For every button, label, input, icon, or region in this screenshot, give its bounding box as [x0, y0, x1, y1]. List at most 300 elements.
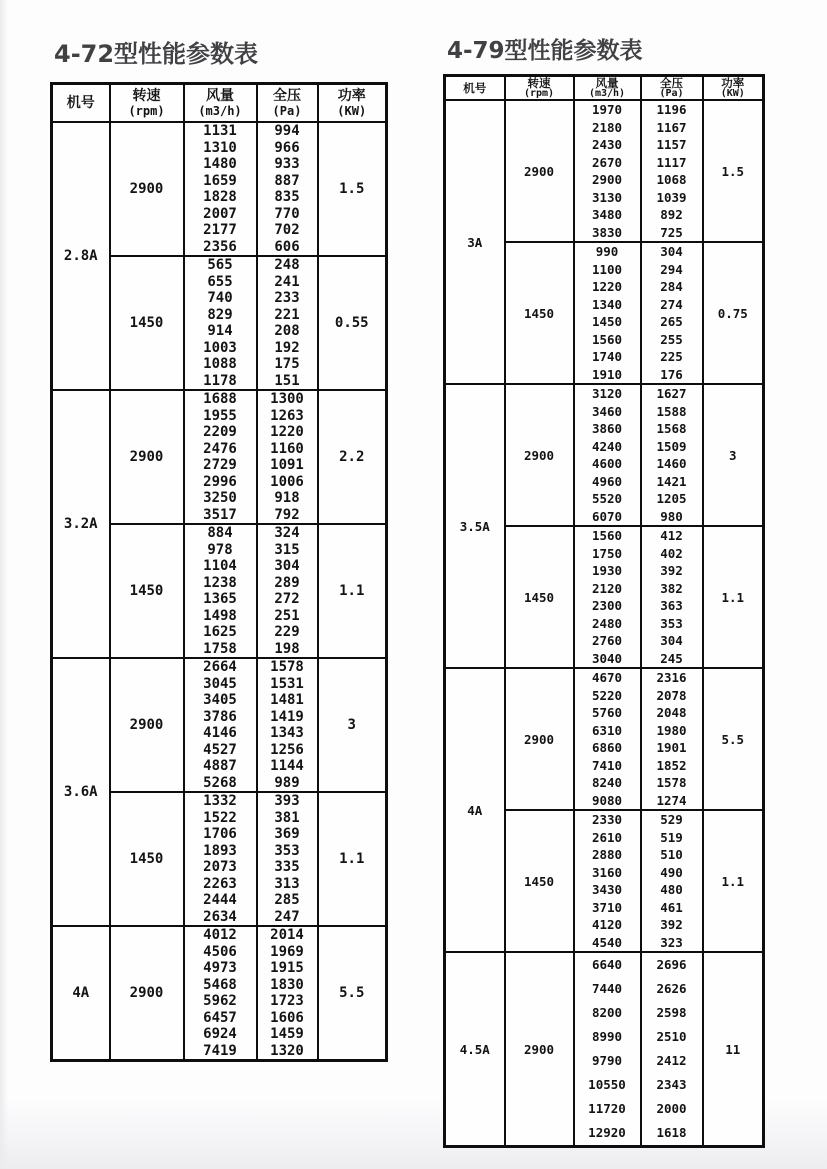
pressure-value: 251	[274, 607, 300, 624]
column-header	[318, 84, 387, 123]
flow-value: 1310	[203, 139, 237, 156]
pressure-value: 2343	[656, 1077, 687, 1092]
flow-value: 978	[207, 541, 233, 558]
power-cell: 1.1	[318, 792, 387, 926]
flow-value: 3786	[203, 708, 237, 725]
pressure-value: 1901	[656, 740, 687, 755]
pressure-value: 176	[660, 366, 683, 382]
flow-value: 1178	[203, 372, 237, 389]
pressure-value: 285	[274, 892, 300, 908]
flow-value: 2177	[203, 222, 237, 238]
pressure-value: 1578	[270, 659, 304, 675]
pressure-value: 304	[274, 558, 300, 574]
rpm-cell: 2900	[505, 952, 574, 1147]
table-header	[52, 84, 387, 123]
flow-value: 1659	[203, 172, 237, 189]
pressure-value: 225	[660, 349, 683, 364]
flow-value: 4960	[591, 473, 623, 489]
pressure-value: 1256	[270, 741, 304, 758]
pressure-value: 1196	[656, 102, 687, 117]
flow-value: 1688	[203, 391, 237, 407]
rpm-cell: 1450	[505, 242, 574, 384]
pressure-value: 241	[274, 273, 300, 290]
model-cell: 2.8A	[52, 122, 110, 390]
flow-value: 3480	[591, 207, 623, 222]
flow-value: 1365	[203, 591, 237, 607]
pressure-value: 792	[274, 506, 300, 523]
flow-value: 1238	[203, 574, 237, 591]
pressure-value: 2626	[656, 981, 687, 996]
performance-table-4-79	[443, 74, 765, 1148]
flow-value: 3860	[591, 421, 623, 436]
column-header	[110, 84, 184, 123]
flow-value: 2356	[203, 238, 237, 255]
pressure-value: 1568	[656, 421, 687, 436]
pressure-value: 1509	[656, 438, 687, 454]
flow-value: 7440	[591, 981, 623, 996]
table-body	[445, 100, 764, 1147]
pressure-value: 461	[660, 899, 683, 915]
flow-value: 6310	[591, 722, 623, 738]
pressure-value: 2510	[656, 1029, 687, 1044]
flow-value: 1220	[591, 279, 623, 294]
pressure-value: 412	[660, 528, 683, 543]
pressure-value: 2412	[656, 1053, 687, 1068]
flow-value: 1340	[591, 296, 623, 312]
power-cell: 3	[318, 658, 387, 792]
flow-value: 1750	[591, 545, 623, 561]
pressure-value: 229	[274, 624, 300, 640]
rpm-cell: 2900	[110, 658, 184, 792]
column-header-label: 全压	[273, 88, 301, 104]
flow-value: 4240	[591, 438, 623, 454]
pressure-value: 208	[274, 323, 300, 339]
speed-block-row	[52, 926, 387, 1061]
flow-value: 2180	[591, 119, 623, 135]
pressure-value: 245	[660, 650, 683, 666]
model-cell: 3.6A	[52, 658, 110, 926]
pressure-value: 702	[274, 222, 300, 238]
pressure-value: 1274	[656, 792, 687, 808]
rpm-cell: 1450	[505, 810, 574, 952]
flow-value: 12920	[588, 1125, 626, 1140]
flow-value: 5760	[591, 705, 623, 720]
pressure-cell	[641, 810, 703, 952]
flow-value: 1828	[203, 189, 237, 205]
flow-value: 829	[207, 306, 233, 323]
flow-value: 1740	[591, 349, 623, 364]
pressure-value: 198	[274, 640, 300, 657]
column-header-unit: (rpm)	[128, 104, 165, 118]
pressure-value: 1723	[270, 993, 304, 1009]
pressure-value: 490	[660, 864, 683, 880]
column-header	[641, 76, 703, 101]
power-cell: 3	[703, 384, 764, 526]
flow-value: 3830	[591, 224, 623, 240]
flow-value: 3040	[591, 650, 623, 666]
pressure-value: 323	[660, 934, 683, 950]
flow-value: 4120	[591, 917, 623, 932]
flow-value: 2480	[591, 615, 623, 631]
speed-block-row	[445, 384, 764, 526]
flow-value: 3130	[591, 189, 623, 205]
column-header-unit: (rpm)	[523, 87, 555, 99]
column-header-label: 机号	[66, 95, 95, 111]
flow-value: 2263	[203, 875, 237, 892]
pressure-value: 1421	[656, 473, 687, 489]
pressure-value: 1980	[656, 722, 687, 738]
flow-value: 1088	[203, 356, 237, 372]
power-cell: 0.75	[703, 242, 764, 384]
power-cell: 5.5	[318, 926, 387, 1061]
pressure-value: 304	[660, 633, 683, 648]
pressure-value: 835	[274, 189, 300, 205]
pressure-value: 1830	[270, 976, 304, 993]
flow-cell	[184, 256, 257, 390]
flow-value: 4506	[203, 943, 237, 960]
pressure-value: 1160	[270, 440, 304, 457]
flow-value: 2664	[203, 659, 237, 675]
flow-value: 2007	[203, 205, 237, 222]
pressure-value: 480	[660, 882, 683, 897]
flow-value: 4146	[203, 725, 237, 741]
table-4-79-title: 4-79型性能参数表	[447, 38, 643, 64]
flow-value: 1970	[591, 102, 623, 117]
flow-value: 8200	[591, 1005, 623, 1020]
table-header	[445, 76, 764, 101]
flow-value: 3460	[591, 403, 623, 419]
pressure-value: 1343	[270, 725, 304, 741]
flow-value: 9080	[591, 792, 623, 808]
pressure-value: 1205	[656, 491, 687, 506]
column-header	[703, 76, 764, 101]
pressure-cell	[257, 390, 318, 524]
flow-value: 5468	[203, 976, 237, 993]
model-cell: 4A	[445, 668, 505, 952]
pressure-value: 1068	[656, 172, 687, 187]
pressure-value: 353	[660, 615, 683, 631]
model-cell: 3.2A	[52, 390, 110, 658]
flow-value: 4973	[203, 960, 237, 976]
pressure-value: 2078	[656, 687, 687, 703]
flow-value: 3430	[591, 882, 623, 897]
flow-value: 3710	[591, 899, 623, 915]
column-header	[574, 76, 641, 101]
flow-value: 3405	[203, 692, 237, 708]
pressure-value: 1157	[656, 137, 687, 152]
column-header-label: 转速	[132, 88, 161, 104]
pressure-value: 529	[660, 812, 683, 827]
pressure-value: 2014	[270, 927, 304, 943]
power-cell: 1.1	[318, 524, 387, 658]
flow-value: 7419	[203, 1042, 237, 1059]
flow-value: 1955	[203, 407, 237, 424]
pressure-value: 770	[274, 205, 300, 222]
power-cell: 1.1	[703, 810, 764, 952]
flow-value: 7410	[591, 757, 623, 773]
pressure-value: 1915	[270, 960, 304, 976]
flow-value: 1758	[203, 640, 237, 657]
model-cell: 4A	[52, 926, 110, 1061]
rpm-cell: 1450	[110, 524, 184, 658]
flow-cell	[574, 810, 641, 952]
pressure-value: 1039	[656, 189, 687, 205]
pressure-value: 151	[274, 372, 300, 389]
flow-value: 1560	[591, 331, 623, 347]
pressure-value: 1578	[656, 775, 687, 790]
column-header-label: 转速	[527, 75, 551, 90]
pressure-value: 2598	[656, 1005, 687, 1020]
flow-value: 1706	[203, 826, 237, 842]
pressure-value: 1263	[270, 407, 304, 424]
rpm-cell: 1450	[110, 256, 184, 390]
pressure-value: 272	[274, 591, 300, 607]
flow-value: 4540	[591, 934, 623, 950]
pressure-value: 2696	[656, 957, 687, 972]
flow-value: 2476	[203, 440, 237, 457]
flow-value: 1104	[203, 558, 237, 574]
power-cell: 1.5	[703, 100, 764, 242]
pressure-value: 274	[660, 296, 683, 312]
flow-cell	[574, 952, 641, 1147]
pressure-value: 313	[274, 875, 300, 892]
flow-value: 3517	[203, 506, 237, 523]
column-header-unit: (KW)	[337, 104, 367, 118]
pressure-value: 2000	[656, 1101, 687, 1116]
flow-value: 2996	[203, 473, 237, 490]
header-row	[445, 76, 764, 101]
pressure-value: 221	[274, 306, 300, 323]
flow-value: 1625	[203, 624, 237, 640]
pressure-value: 994	[274, 123, 300, 139]
flow-value: 5962	[203, 993, 237, 1009]
flow-cell	[574, 668, 641, 810]
pressure-cell	[641, 526, 703, 668]
speed-block-row	[52, 658, 387, 792]
pressure-value: 1117	[656, 154, 687, 170]
flow-value: 1003	[203, 339, 237, 356]
flow-value: 9790	[591, 1053, 623, 1068]
pressure-value: 1459	[270, 1026, 304, 1042]
pressure-value: 887	[274, 172, 300, 189]
flow-value: 2634	[203, 908, 237, 925]
flow-value: 2729	[203, 457, 237, 473]
pressure-value: 369	[274, 826, 300, 842]
flow-value: 2444	[203, 892, 237, 908]
column-header-label: 风量	[595, 75, 619, 90]
flow-value: 2430	[591, 137, 623, 152]
flow-value: 1893	[203, 842, 237, 859]
pressure-cell	[641, 242, 703, 384]
rpm-cell: 2900	[505, 668, 574, 810]
rpm-cell: 2900	[110, 926, 184, 1061]
pressure-value: 392	[660, 917, 683, 932]
column-header-label: 功率	[337, 88, 366, 104]
flow-cell	[574, 242, 641, 384]
pressure-value: 1320	[270, 1042, 304, 1059]
pressure-value: 289	[274, 574, 300, 591]
column-header-unit: (Pa)	[272, 104, 302, 118]
flow-value: 2670	[591, 154, 623, 170]
pressure-value: 363	[660, 598, 683, 613]
column-header-label: 功率	[721, 75, 745, 90]
power-cell: 1.5	[318, 122, 387, 256]
pressure-cell	[257, 926, 318, 1061]
pressure-value: 381	[274, 809, 300, 826]
rpm-cell: 2900	[110, 122, 184, 256]
column-header-unit: (m3/h)	[198, 104, 242, 118]
flow-cell	[574, 384, 641, 526]
column-header	[257, 84, 318, 123]
pressure-value: 304	[660, 244, 683, 259]
flow-value: 2900	[591, 172, 623, 187]
flow-value: 1131	[203, 123, 237, 139]
pressure-value: 1606	[270, 1009, 304, 1026]
rpm-cell: 1450	[505, 526, 574, 668]
pressure-cell	[641, 100, 703, 242]
column-header	[445, 76, 505, 101]
flow-value: 2760	[591, 633, 623, 648]
pressure-value: 324	[274, 525, 300, 541]
pressure-value: 1588	[656, 403, 687, 419]
flow-value: 2610	[591, 829, 623, 845]
flow-value: 6070	[591, 508, 623, 524]
pressure-cell	[257, 122, 318, 256]
pressure-value: 1220	[270, 424, 304, 440]
pressure-value: 1969	[270, 943, 304, 960]
pressure-cell	[641, 668, 703, 810]
flow-value: 655	[207, 273, 233, 290]
pressure-value: 284	[660, 279, 683, 294]
pressure-value: 1144	[270, 758, 304, 774]
flow-value: 2209	[203, 424, 237, 440]
column-header	[184, 84, 257, 123]
flow-value: 884	[207, 525, 233, 541]
column-header-unit: (Pa)	[659, 87, 684, 99]
flow-cell	[184, 390, 257, 524]
pressure-value: 725	[660, 224, 683, 240]
flow-value: 8240	[591, 775, 623, 790]
flow-cell	[184, 122, 257, 256]
pressure-value: 1531	[270, 675, 304, 692]
pressure-value: 265	[660, 314, 683, 329]
flow-value: 1522	[203, 809, 237, 826]
flow-value: 11720	[588, 1101, 626, 1116]
flow-cell	[574, 100, 641, 242]
column-header-label: 机号	[463, 80, 487, 95]
pressure-cell	[257, 256, 318, 390]
column-header-label: 全压	[660, 75, 683, 90]
flow-value: 990	[595, 244, 619, 259]
flow-value: 1480	[203, 156, 237, 172]
model-cell: 3A	[445, 100, 505, 384]
flow-value: 4527	[203, 741, 237, 758]
pressure-value: 510	[660, 847, 683, 862]
flow-cell	[184, 926, 257, 1061]
pressure-value: 2048	[656, 705, 687, 720]
pressure-cell	[641, 384, 703, 526]
flow-value: 4887	[203, 758, 237, 774]
flow-value: 10550	[588, 1077, 626, 1092]
pressure-value: 1481	[270, 692, 304, 708]
pressure-value: 933	[274, 156, 300, 172]
performance-table-4-72	[50, 82, 388, 1062]
pressure-value: 1852	[656, 757, 687, 773]
pressure-value: 1419	[270, 708, 304, 725]
pressure-value: 248	[274, 257, 300, 273]
flow-value: 3250	[203, 490, 237, 506]
pressure-value: 294	[660, 261, 683, 277]
table-4-72-section	[50, 34, 390, 1062]
flow-value: 6640	[591, 957, 623, 972]
flow-value: 2880	[591, 847, 623, 862]
power-cell: 11	[703, 952, 764, 1147]
speed-block-row	[445, 952, 764, 1147]
pressure-value: 1091	[270, 457, 304, 473]
flow-value: 5520	[591, 491, 623, 506]
table-body	[52, 122, 387, 1061]
flow-value: 3045	[203, 675, 237, 692]
power-cell: 2.2	[318, 390, 387, 524]
pressure-value: 1618	[656, 1125, 687, 1140]
model-cell: 3.5A	[445, 384, 505, 668]
pressure-value: 980	[660, 508, 683, 524]
rpm-cell: 2900	[505, 384, 574, 526]
flow-value: 1910	[591, 366, 623, 382]
column-header-label: 风量	[206, 88, 234, 104]
flow-value: 3120	[591, 386, 623, 401]
flow-value: 740	[207, 290, 233, 306]
flow-value: 1560	[591, 528, 623, 543]
pressure-value: 233	[274, 290, 300, 306]
speed-block-row	[52, 390, 387, 524]
power-cell: 1.1	[703, 526, 764, 668]
column-header-unit: (m3/h)	[588, 87, 626, 99]
pressure-value: 393	[274, 793, 300, 809]
pressure-value: 519	[660, 829, 683, 845]
pressure-value: 255	[660, 331, 683, 347]
flow-value: 2330	[591, 812, 623, 827]
pressure-value: 175	[274, 356, 300, 372]
flow-cell	[574, 526, 641, 668]
pressure-value: 2316	[656, 670, 687, 685]
pressure-cell	[641, 952, 703, 1147]
pressure-value: 392	[660, 563, 683, 578]
flow-value: 2120	[591, 580, 623, 596]
flow-value: 2073	[203, 859, 237, 875]
rpm-cell: 2900	[110, 390, 184, 524]
flow-value: 1100	[591, 261, 623, 277]
flow-cell	[184, 792, 257, 926]
pressure-value: 192	[274, 339, 300, 356]
pressure-value: 966	[274, 139, 300, 156]
flow-value: 4670	[591, 670, 623, 685]
pressure-value: 989	[274, 774, 300, 791]
pressure-value: 382	[660, 580, 683, 596]
flow-cell	[184, 524, 257, 658]
table-4-72-title: 4-72型性能参数表	[54, 40, 259, 68]
flow-value: 4012	[203, 927, 237, 943]
flow-value: 3160	[591, 864, 623, 880]
flow-value: 1930	[591, 563, 623, 578]
pressure-value: 1006	[270, 473, 304, 490]
speed-block-row	[52, 122, 387, 256]
pressure-value: 1167	[656, 119, 687, 135]
flow-cell	[184, 658, 257, 792]
table-4-79-section	[443, 32, 767, 1148]
flow-value: 6457	[203, 1009, 237, 1026]
flow-value: 565	[207, 257, 233, 273]
